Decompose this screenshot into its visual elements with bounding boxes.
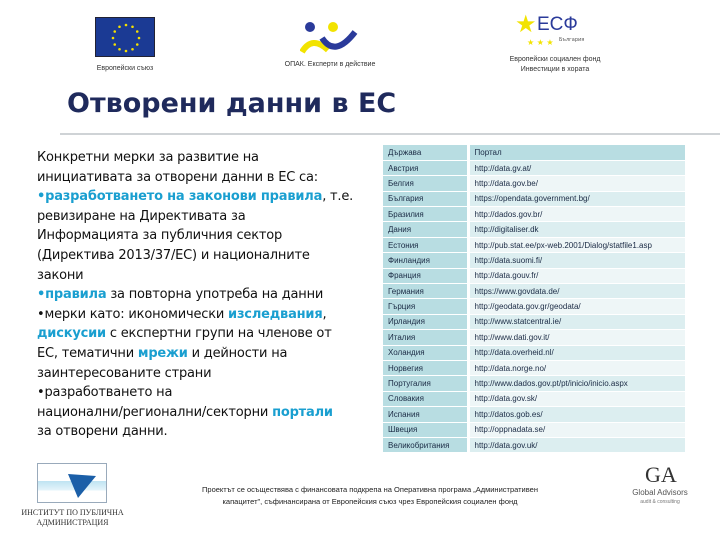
table-row (383, 422, 685, 437)
highlighted-text: портали (272, 404, 333, 420)
table-row (383, 437, 685, 452)
table-row (383, 160, 685, 175)
text-segment: и дейности на (187, 345, 288, 361)
ipa-caption-1: ИНСТИТУТ ПО ПУБЛИЧНА (21, 508, 124, 517)
opak-caption: ОПАК. Експерти в действие (284, 61, 376, 68)
text-segment: •мерки като: икономически (37, 306, 229, 322)
body-line (37, 187, 357, 207)
text-segment: •разработването на (37, 385, 173, 401)
country-cell: Гърция (383, 299, 468, 314)
title-divider (60, 133, 720, 135)
esf-country: България (559, 37, 585, 43)
body-line (37, 246, 357, 266)
portal-url-cell[interactable]: http://data.gov.uk/ (468, 437, 685, 452)
portal-url-cell[interactable]: http://www.dati.gov.it/ (468, 330, 685, 345)
body-text (37, 148, 357, 442)
esf-caption-2: Инвестиции в хората (520, 66, 590, 73)
table-row (383, 391, 685, 406)
body-line (37, 148, 357, 168)
portal-url-cell[interactable]: http://www.statcentral.ie/ (468, 314, 685, 329)
table-row (383, 345, 685, 360)
portal-url-cell[interactable]: http://digitaliser.dk (468, 222, 685, 237)
text-segment: закони (37, 267, 84, 283)
portal-url-cell[interactable]: http://data.gov.be/ (468, 176, 685, 191)
highlighted-text: •правила (37, 287, 107, 303)
country-cell: Бразилия (383, 207, 468, 222)
body-line (37, 344, 357, 364)
country-cell: Швеция (383, 422, 468, 437)
table-row (383, 237, 685, 252)
ga-logo: GA (645, 462, 677, 487)
opak-logo-icon (300, 20, 360, 56)
footer-line-1: Проектът се осъществява с финансовата подкрепа на Оперативна програма „Административен (202, 485, 538, 494)
small-stars-icon: ★ ★ ★ (527, 38, 554, 47)
esf-mark: ЕСФ (537, 14, 578, 35)
text-segment: с експертни групи на членове от (105, 326, 332, 342)
body-line (37, 266, 357, 286)
esf-logo (515, 12, 595, 52)
header-country: Държава (383, 145, 468, 160)
table-row (383, 268, 685, 283)
ipa-caption-2: АДМИНИСТРАЦИЯ (36, 518, 109, 527)
country-cell: Португалия (383, 376, 468, 391)
portal-url-cell[interactable]: http://data.overheid.nl/ (468, 345, 685, 360)
eu-caption: Европейски съюз (96, 65, 154, 72)
body-line (37, 305, 357, 325)
table-row (383, 222, 685, 237)
portal-url-cell[interactable]: http://data.norge.no/ (468, 360, 685, 375)
country-cell: Белгия (383, 176, 468, 191)
country-cell: Естония (383, 237, 468, 252)
highlighted-text: •разработването на законови правила (37, 189, 323, 205)
table-row (383, 314, 685, 329)
text-segment: Информацията за публичния сектор (37, 228, 283, 244)
text-segment: заинтересованите страни (37, 365, 212, 381)
portal-url-cell[interactable]: http://data.suomi.fi/ (468, 253, 685, 268)
table-row (383, 299, 685, 314)
text-segment: инициативата за отворени данни в ЕС са: (37, 169, 318, 185)
country-cell: Франция (383, 268, 468, 283)
country-cell: Финландия (383, 253, 468, 268)
country-cell: Австрия (383, 160, 468, 175)
highlighted-text: изследвания (228, 306, 323, 322)
portal-url-cell[interactable]: http://www.dados.gov.pt/pt/inicio/inicio.aspx (468, 376, 685, 391)
body-line (37, 383, 357, 403)
text-segment: (Директива 2013/37/ЕС) и националните (37, 247, 310, 263)
body-line (37, 422, 357, 442)
portal-url-cell[interactable]: http://data.gouv.fr/ (468, 268, 685, 283)
text-segment: , (322, 306, 327, 322)
body-line (37, 403, 357, 423)
text-segment: за отворени данни. (37, 424, 168, 440)
country-cell: Словакия (383, 391, 468, 406)
body-line (37, 324, 357, 344)
text-segment: , т.е. (322, 189, 354, 205)
page-title: Отворени данни в ЕС (67, 88, 397, 119)
body-line (37, 226, 357, 246)
body-line (37, 207, 357, 227)
table-row (383, 191, 685, 206)
table-row (383, 376, 685, 391)
open-data-portals-table (383, 145, 685, 453)
table-row (383, 253, 685, 268)
header-portal: Портал (468, 145, 685, 160)
highlighted-text: дискусии (37, 326, 106, 342)
text-segment: национални/регионални/секторни (37, 404, 273, 420)
table-row (383, 207, 685, 222)
portal-url-cell[interactable]: https://opendata.government.bg/ (468, 191, 685, 206)
country-cell: Норвегия (383, 360, 468, 375)
country-cell: Дания (383, 222, 468, 237)
portal-url-cell[interactable]: http://data.gov.sk/ (468, 391, 685, 406)
table-row (383, 284, 685, 299)
country-cell: Испания (383, 407, 468, 422)
portal-url-cell[interactable]: http://data.gv.at/ (468, 160, 685, 175)
body-line (37, 168, 357, 188)
esf-caption-1: Европейски социален фонд (509, 56, 601, 63)
table-row (383, 176, 685, 191)
portal-url-cell[interactable]: https://www.govdata.de/ (468, 284, 685, 299)
table-row (383, 407, 685, 422)
country-cell: Холандия (383, 345, 468, 360)
eu-logo (95, 17, 155, 57)
table-row (383, 330, 685, 345)
ga-tagline: audit & consulting (640, 499, 680, 505)
text-segment: Конкретни мерки за развитие на (37, 150, 259, 165)
portal-url-cell[interactable]: http://oppnadata.se/ (468, 422, 685, 437)
ipa-swoosh-icon (38, 464, 108, 504)
table-row (383, 360, 685, 375)
ipa-logo (37, 463, 107, 503)
country-cell: Германия (383, 284, 468, 299)
highlighted-text: мрежи (137, 345, 188, 361)
portal-url-cell[interactable]: http://dados.gov.br/ (468, 207, 685, 222)
country-cell: Италия (383, 330, 468, 345)
body-line (37, 364, 357, 384)
portal-url-cell[interactable]: http://pub.stat.ee/px-web.2001/Dialog/statfile1.asp (468, 237, 685, 252)
country-cell: България (383, 191, 468, 206)
country-cell: Ирландия (383, 314, 468, 329)
ga-name: Global Advisors (632, 488, 688, 497)
text-segment: за повторна употреба на данни (106, 287, 324, 303)
footer-line-2: капацитет", съфинансирана от Европейския съюз чрез Европейския социален фонд (222, 497, 518, 506)
footer-text (160, 484, 580, 508)
body-line (37, 285, 357, 305)
text-segment: ЕС, тематични (37, 345, 138, 361)
portal-url-cell[interactable]: http://datos.gob.es/ (468, 407, 685, 422)
country-cell: Великобритания (383, 437, 468, 452)
table-header-row (383, 145, 685, 160)
portal-url-cell[interactable]: http://geodata.gov.gr/geodata/ (468, 299, 685, 314)
eu-stars-icon (96, 18, 156, 58)
star-icon: ★ (515, 10, 537, 38)
text-segment: ревизиране на Директивата за (37, 208, 246, 224)
